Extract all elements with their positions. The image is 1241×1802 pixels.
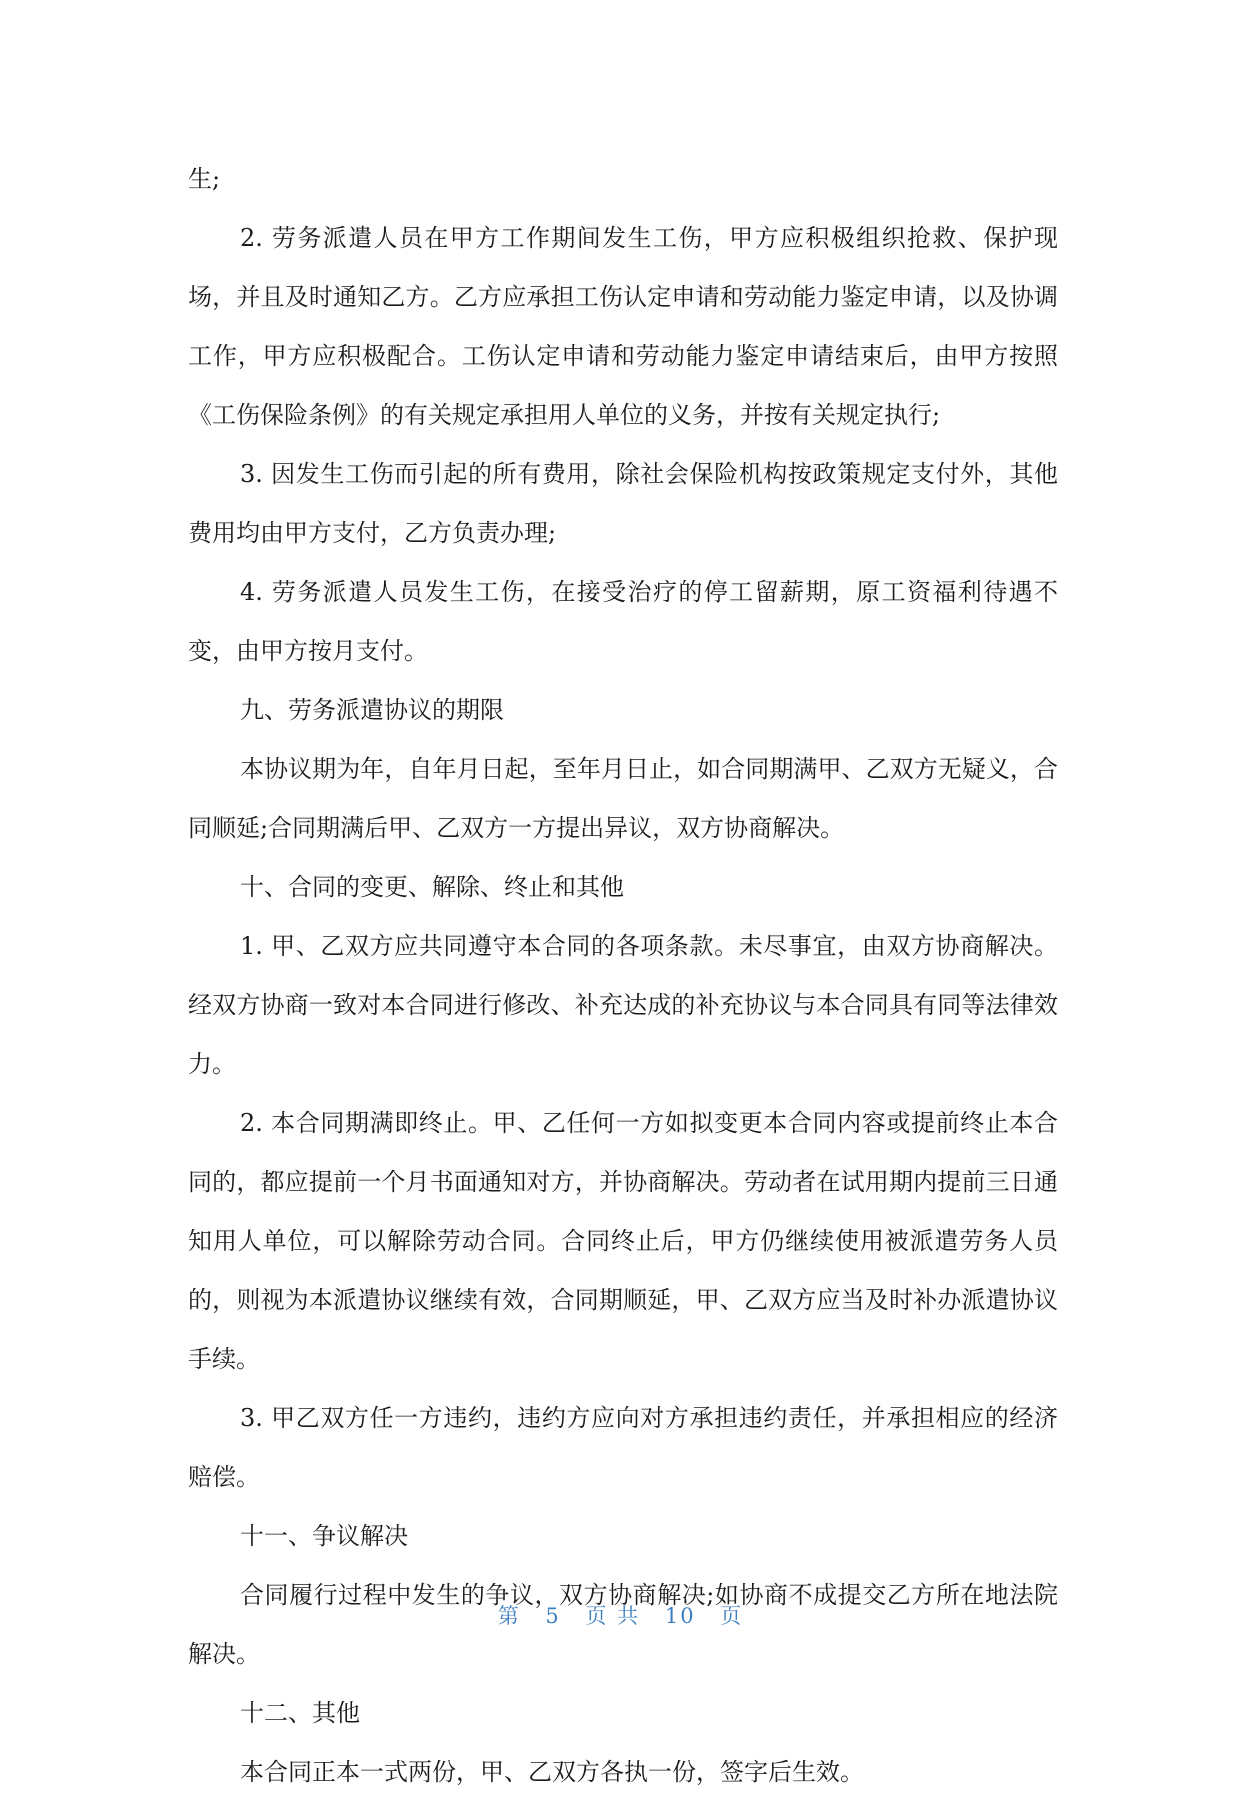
paragraph: 3. 甲乙双方任一方违约，违约方应向对方承担违约责任，并承担相应的经济赔偿。 xyxy=(188,1404,1058,1491)
paragraph: 2. 劳务派遣人员在甲方工作期间发生工伤，甲方应积极组织抢救、保护现场，并且及时通知乙方。乙方应承担工伤认定申请和劳动能力鉴定申请，以及协调工作，甲方应积极配合。工伤认定申请和劳动能力鉴定申请结束后，由甲方按照《工伤保险条例》的有关规定承担用人单位的义务，并按有关规定执行; xyxy=(188,224,1058,429)
paragraph: 3. 因发生工伤而引起的所有费用，除社会保险机构按政策规定支付外，其他费用均由甲方支付，乙方负责办理; xyxy=(188,460,1058,547)
total-pages-number: 10 xyxy=(664,1604,696,1628)
paragraph: 本合同正本一式两份，甲、乙双方各执一份，签字后生效。 xyxy=(240,1758,864,1786)
paragraph: 合同履行过程中发生的争议，双方协商解决;如协商不成提交乙方所在地法院解决。 xyxy=(188,1581,1058,1668)
document-body xyxy=(188,150,1058,1802)
page-footer xyxy=(0,1600,1241,1630)
paragraph: 生; xyxy=(188,165,221,193)
current-page-number: 5 xyxy=(545,1604,561,1628)
footer-prefix: 第 xyxy=(497,1604,521,1628)
section-heading: 十二、其他 xyxy=(240,1699,360,1727)
section-heading: 九、劳务派遣协议的期限 xyxy=(240,696,504,724)
paragraph: 1. 甲、乙双方应共同遵守本合同的各项条款。未尽事宜，由双方协商解决。经双方协商一致对本合同进行修改、补充达成的补充协议与本合同具有同等法律效力。 xyxy=(188,932,1058,1078)
paragraph: 2. 本合同期满即终止。甲、乙任何一方如拟变更本合同内容或提前终止本合同的，都应提前一个月书面通知对方，并协商解决。劳动者在试用期内提前三日通知用人单位，可以解除劳动合同。合同终止后，甲方仍继续使用被派遣劳务人员的，则视为本派遣协议继续有效，合同期顺延，甲、乙双方应当及时补办派遣协议手续。 xyxy=(188,1109,1058,1373)
paragraph: 4. 劳务派遣人员发生工伤，在接受治疗的停工留薪期，原工资福利待遇不变，由甲方按月支付。 xyxy=(188,578,1058,665)
section-heading: 十、合同的变更、解除、终止和其他 xyxy=(240,873,624,901)
paragraph: 本协议期为年，自年月日起，至年月日止，如合同期满甲、乙双方无疑义，合同顺延;合同期满后甲、乙双方一方提出异议，双方协商解决。 xyxy=(188,755,1058,842)
section-heading: 十一、争议解决 xyxy=(240,1522,408,1550)
footer-middle: 页 共 xyxy=(585,1604,641,1628)
footer-suffix: 页 xyxy=(720,1604,744,1628)
